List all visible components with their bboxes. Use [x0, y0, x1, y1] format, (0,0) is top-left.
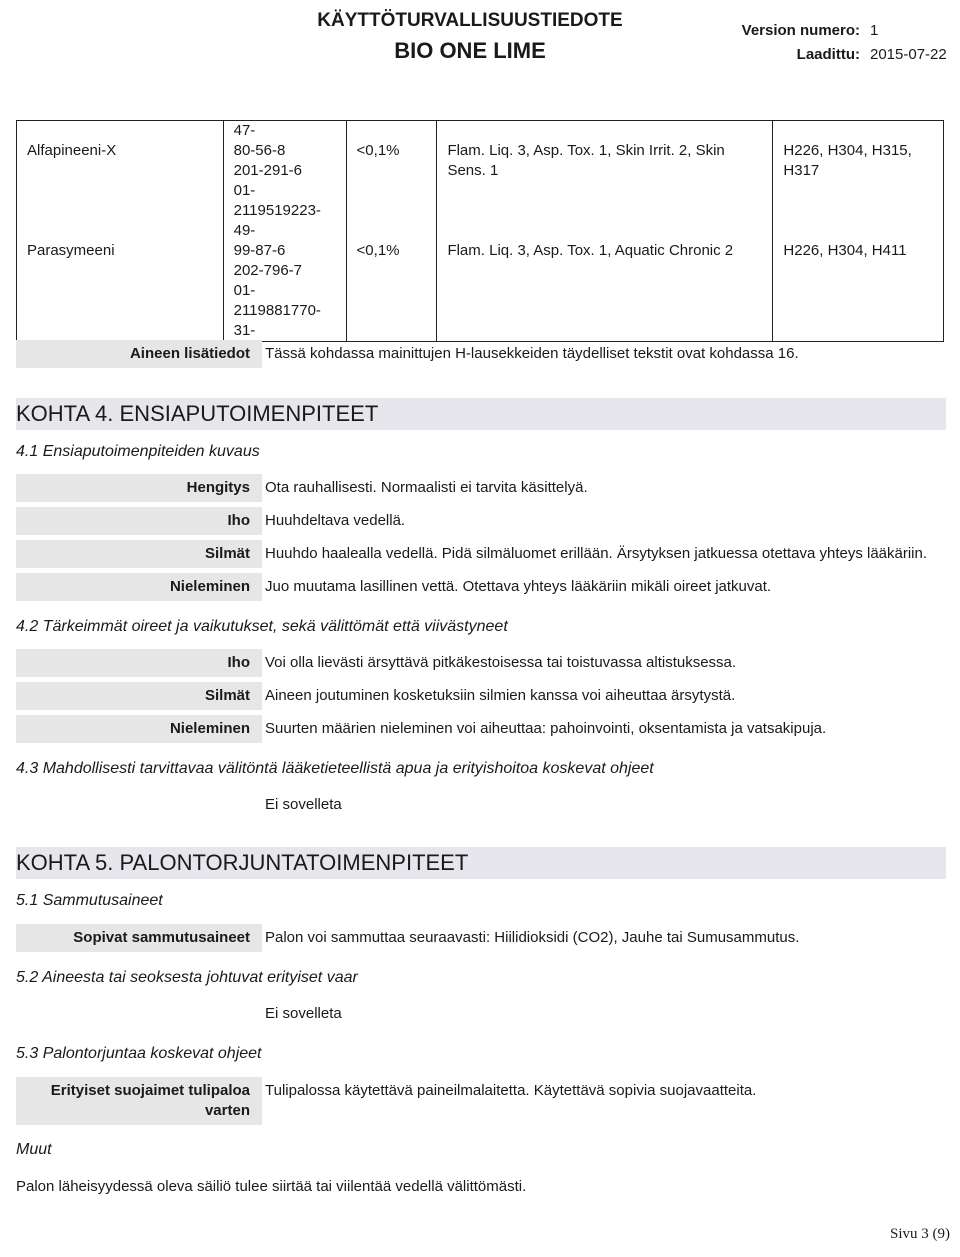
date-label: Laadittu: [796, 46, 860, 63]
subsection-4-3-value: Ei sovelleta [265, 796, 342, 813]
page-number: Sivu 3 (9) [890, 1226, 950, 1242]
subsection-5-3-title: 5.3 Palontorjuntaa koskevat ohjeet [16, 1045, 262, 1062]
extinguishing-row: Sopivat sammutusaineet Palon voi sammuttaa seuraavasti: Hiilidioksidi (CO2), Jauhe tai Sumusammutus. [16, 924, 799, 952]
date-value: 2015-07-22 [870, 46, 947, 63]
first-aid-row: Silmät Huuhdo haalealla vedellä. Pidä silmäluomet erillään. Ärsytyksen jatkuessa otettava yhteys lääkäriin. [16, 540, 927, 568]
component-concentration: <0,1% [346, 141, 437, 241]
table-row [17, 241, 944, 342]
symptom-row: Iho Voi olla lievästi ärsyttävä pitkäkestoisessa tai toistuvassa altistuksessa. [16, 649, 736, 677]
muut-title: Muut [16, 1141, 52, 1158]
component-name: Parasymeeni [17, 241, 224, 342]
version-label: Version numero: [741, 22, 860, 39]
version-info [700, 22, 950, 39]
table-row [17, 141, 944, 241]
extra-info-value: Tässä kohdassa mainittujen H-lausekkeiden täydelliset tekstit ovat kohdassa 16. [265, 345, 799, 362]
component-classification: Flam. Liq. 3, Asp. Tox. 1, Skin Irrit. 2, Skin Sens. 1 [437, 141, 773, 241]
subsection-5-2-value: Ei sovelleta [265, 1005, 342, 1022]
extra-info-label: Aineen lisätiedot [16, 340, 262, 368]
subsection-4-3-title: 4.3 Mahdollisesti tarvittavaa välitöntä lääketieteellistä apua ja erityishoitoa koskevat ohjeet [16, 760, 654, 777]
product-name: BIO ONE LIME [394, 38, 546, 63]
components-table [16, 120, 944, 342]
component-h-statements: H226, H304, H315, H317 [773, 141, 944, 241]
muut-value: Palon läheisyydessä oleva säiliö tulee siirtää tai viilentää vedellä välittömästi. [16, 1178, 527, 1195]
subsection-4-2-title: 4.2 Tärkeimmät oireet ja vaikutukset, sekä välittömät että viivästyneet [16, 618, 508, 635]
section-5-heading: KOHTA 5. PALONTORJUNTATOIMENPITEET [16, 847, 946, 879]
component-ids: 99-87-6 202-796-7 01- 2119881770- 31- [223, 241, 346, 342]
version-value: 1 [870, 22, 879, 39]
component-concentration: <0,1% [346, 241, 437, 342]
subsection-5-1-title: 5.1 Sammutusaineet [16, 892, 163, 909]
component-h-statements: H226, H304, H411 [773, 241, 944, 342]
subsection-4-1-title: 4.1 Ensiaputoimenpiteiden kuvaus [16, 443, 260, 460]
id-line: 47- [233, 122, 256, 139]
document-title: KÄYTTÖTURVALLISUUSTIEDOTE [317, 10, 623, 31]
extra-info-row [16, 340, 799, 368]
subsection-5-2-title: 5.2 Aineesta tai seoksesta johtuvat erityiset vaar [16, 969, 358, 986]
first-aid-row: Iho Huuhdeltava vedellä. [16, 507, 405, 535]
symptom-row: Silmät Aineen joutuminen kosketuksiin silmien kanssa voi aiheuttaa ärsytystä. [16, 682, 735, 710]
first-aid-row: Nieleminen Juo muutama lasillinen vettä. Otettava yhteys lääkäriin mikäli oireet jatkuvat. [16, 573, 771, 601]
symptom-row: Nieleminen Suurten määrien nieleminen voi aiheuttaa: pahoinvointi, oksentamista ja vatsakipuja. [16, 715, 826, 743]
first-aid-row: Hengitys Ota rauhallisesti. Normaalisti ei tarvita käsittelyä. [16, 474, 588, 502]
component-classification: Flam. Liq. 3, Asp. Tox. 1, Aquatic Chronic 2 [437, 241, 773, 342]
date-info [700, 46, 950, 63]
table-row [17, 121, 944, 142]
section-4-heading: KOHTA 4. ENSIAPUTOIMENPITEET [16, 398, 946, 430]
protective-equipment-row: Erityiset suojaimet tulipaloa varten Tulipalossa käytettävä paineilmalaitetta. Käytettävä sopivia suojavaatteita. [16, 1077, 756, 1125]
component-ids: 80-56-8 201-291-6 01- 2119519223- 49- [223, 141, 346, 241]
component-name: Alfapineeni-X [17, 141, 224, 241]
